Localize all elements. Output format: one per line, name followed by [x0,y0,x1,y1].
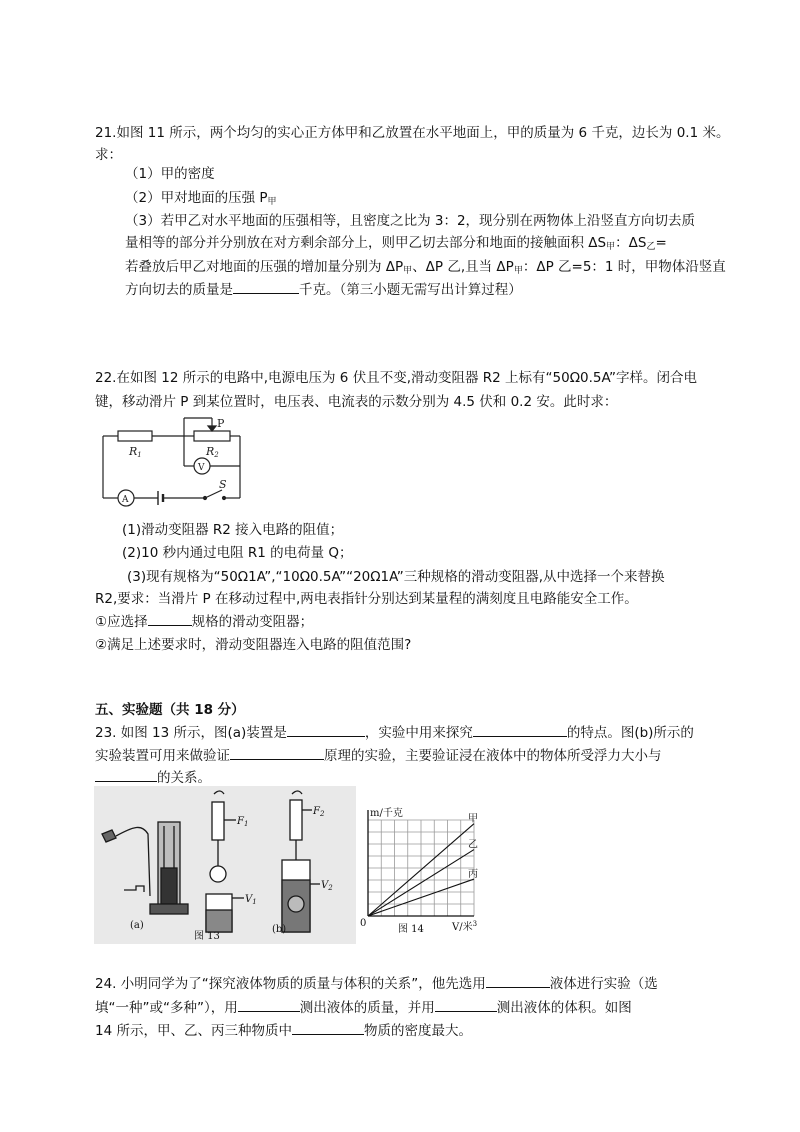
circuit-label-a: A [122,495,129,505]
q22-part3-line2: R2,要求：当滑片 P 在移动过程中,两电表指针分别达到某量程的满刻度且电路能安全工作。 [95,591,638,607]
circuit-label-r1 [128,445,142,459]
fig13-label-a: (a) [130,920,144,931]
u-tube-liquid [161,868,177,904]
q21-part3-line3-sub2: 甲 [513,266,523,276]
section-heading: 五、实验题（共 18 分） [95,702,245,718]
fig14-xlabel-sup: 3 [472,920,478,928]
q23-line1 [95,722,694,744]
q22-sub1 [95,611,313,633]
q21-part2-text: （2）甲对地面的压强 P [125,190,268,206]
q24-blank-4[interactable] [292,1020,364,1035]
q21-part1: （1）甲的密度 [125,166,215,182]
q21-part3-line3-sub1: 甲 [403,266,413,276]
q24-line1-a: 24. 小明同学为了“探究液体物质的质量与体积的关系”，他先选用 [95,976,486,992]
q21-stem-line2: 求： [95,147,122,163]
q24-line3 [95,1020,472,1042]
fig13-label-f2-main: F [313,806,320,817]
q23-line2 [95,745,662,767]
q21-stem-line1: 21.如图 11 所示，两个均匀的实心正方体甲和乙放置在水平地面上，甲的质量为 6 千克，边长为 0.1 米。 [95,125,730,141]
u-tube-base [150,904,188,914]
fig13-label-v1-main: V [245,894,253,905]
q21-part3-line2-sub1: 甲 [606,242,616,252]
fig13-label-b: (b) [272,924,287,935]
circuit-label-r2-sub: 2 [214,451,219,459]
q21-part3-line2-c: = [655,235,667,251]
q23-line1-c: 的特点。图(b)所示的 [566,725,694,741]
q21-part3-line2 [125,232,667,258]
q23-line1-b: ，实验中用来探究 [364,725,473,741]
q22-part2: (2)10 秒内通过电阻 R1 的电荷量 Q； [122,545,353,561]
fig14-xlabel-main: V/米 [452,922,473,933]
q22-part3-line1: (3)现有规格为“50Ω1A”,“10Ω0.5A”“20Ω1A”三种规格的滑动变阻器,从中选择一个来替换 [127,569,665,585]
q23-line3-text: 的关系。 [157,770,211,786]
fig13-label-f1-sub: 1 [243,820,249,828]
q24-blank-1[interactable] [486,973,550,988]
q23-line2-b: 原理的实验，主要验证浸在液体中的物体所受浮力大小与 [324,748,662,764]
q23-line2-a: 实验装置可用来做验证 [95,748,230,764]
q22-answer-blank[interactable] [148,611,192,626]
q23-blank-1[interactable] [287,722,365,737]
circuit-label-r1-main: R [129,445,138,458]
fig14-origin: 0 [360,918,367,929]
q22-sub1-b: 规格的滑动变阻器； [191,614,314,630]
circuit-label-p: P [217,417,225,430]
q24-line3-a: 14 所示，甲、乙、丙三种物质中 [95,1023,292,1039]
figure-14-chart [354,804,504,938]
q22-stem-line1: 22.在如图 12 所示的电路中,电源电压为 6 伏且不变,滑动变阻器 R2 上标有“50Ω0.5A”字样。闭合电 [95,370,698,386]
q23-blank-4[interactable] [95,767,157,782]
figure-13 [94,786,356,944]
fig14-series-label-0: 甲 [468,813,478,825]
q22-stem-line2: 键，移动滑片 P 到某位置时，电压表、电流表的示数分别为 4.5 伏和 0.2 安。此时求： [95,394,618,410]
circuit-label-s: S [219,478,227,491]
circuit-label-r2 [205,445,219,459]
q24-line1-b: 液体进行实验（选 [549,976,658,992]
fig14-series-label-1: 乙 [468,839,478,851]
q23-blank-2[interactable] [473,722,567,737]
sphere-1 [210,866,226,882]
q24-line2 [95,997,632,1019]
spring-scale-2 [290,800,302,840]
q22-part1: (1)滑动变阻器 R2 接入电路的阻值； [122,522,344,538]
q21-part3-line4-b: 千克。（第三小题无需写出计算过程） [299,282,522,298]
fig13-label-v1-sub: 1 [252,898,257,906]
q21-part3-line1: （3）若甲乙对水平地面的压强相等，且密度之比为 3：2，现分别在两物体上沿竖直方向切去质 [125,213,696,229]
fig14-xlabel [451,920,477,933]
circuit-label-r1-sub: 1 [137,451,142,459]
fig14-series-label-2: 丙 [468,869,478,881]
q23-line1-a: 23. 如图 13 所示，图(a)装置是 [95,725,287,741]
q22-sub2: ②满足上述要求时，滑动变阻器连入电路的阻值范围? [95,637,412,653]
q24-line2-a: 填“一种”或“多种”），用 [95,1000,238,1016]
q24-blank-3[interactable] [435,997,497,1012]
circuit-label-v: V [198,463,205,473]
q21-part3-line3-b: 、ΔP 乙,且当 ΔP [412,259,514,275]
sphere-2 [288,896,304,912]
q22-sub1-a: ①应选择 [95,614,148,630]
fig13-label-v2-sub: 2 [328,884,333,892]
q21-part3-line2-b: ：ΔS [615,235,647,251]
circuit-diagram-fig12 [100,414,250,510]
q24-line2-c: 测出液体的体积。如图 [496,1000,632,1016]
q23-blank-3[interactable] [230,745,324,760]
q24-line1 [95,973,658,995]
fig13-label-v2-main: V [321,880,329,891]
fig14-ylabel: m/千克 [370,808,403,819]
fig13-label-f1-main: F [237,816,244,827]
q24-blank-2[interactable] [238,997,300,1012]
q24-line3-b: 物质的密度最大。 [363,1023,472,1039]
q21-part2-sub: 甲 [267,197,277,207]
q21-part3-line3-a: 若叠放后甲乙对地面的压强的增加量分别为 ΔP [125,259,404,275]
fig13-caption: 图 13 [194,931,220,942]
circuit-label-r2-main: R [206,445,215,458]
fig13-label-f2-sub: 2 [319,810,325,818]
q21-part3-line4-a: 方向切去的质量是 [125,282,233,298]
resistor-r2 [194,431,230,441]
slider-arrow [208,426,216,431]
resistor-r1 [118,431,152,441]
spring-scale-1 [212,802,224,840]
q21-answer-blank[interactable] [233,279,299,294]
q21-part3-line3-c: ：ΔP 乙=5：1 时，甲物体沿竖直 [522,259,726,275]
q21-part3-line4 [125,279,522,301]
q21-part3-line2-a: 量相等的部分并分别放在对方剩余部分上，则甲乙切去部分和地面的接触面积 ΔS [125,235,607,251]
q21-part3-line2-sub2: 乙 [646,242,656,252]
fig14-caption: 图 14 [398,924,424,935]
q24-line2-b: 测出液体的质量，并用 [299,1000,435,1016]
